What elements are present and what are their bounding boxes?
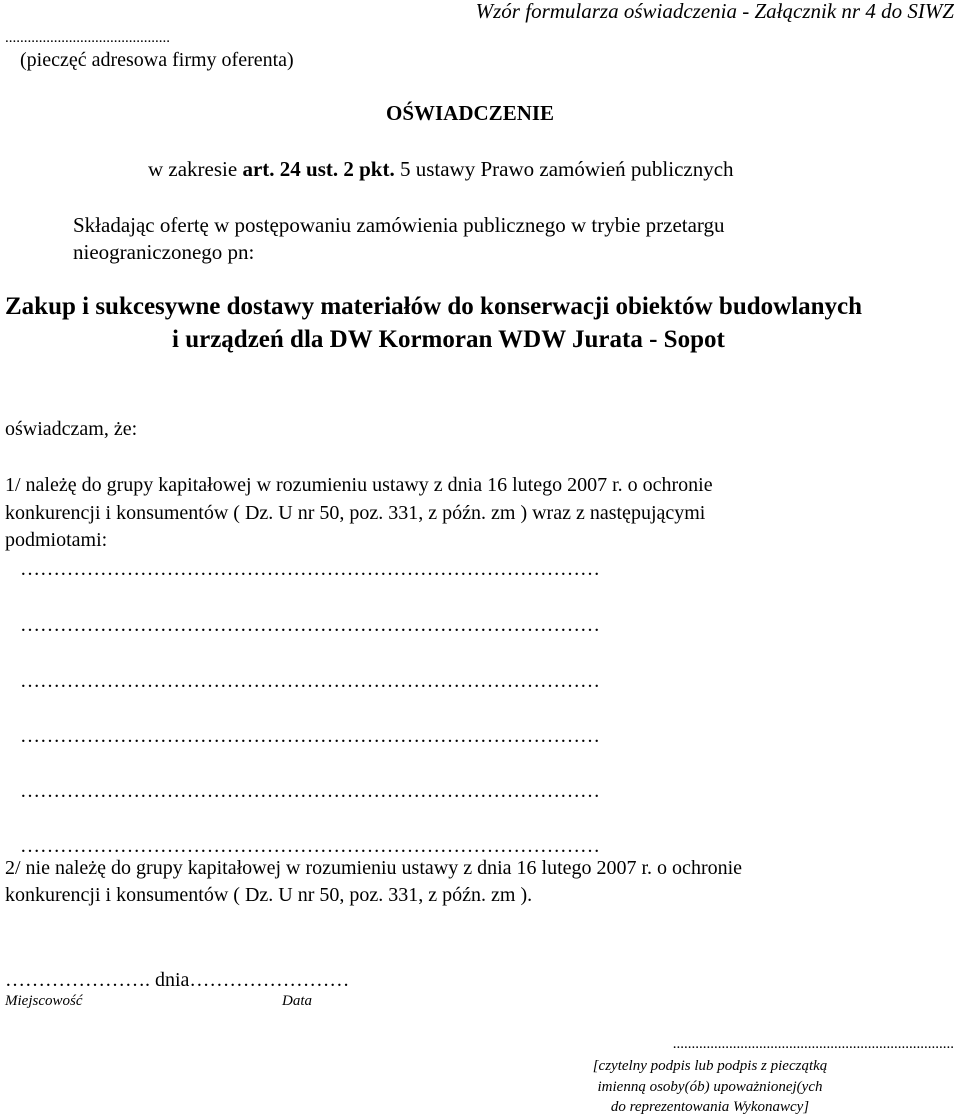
subtitle-suffix: 5 ustawy Prawo zamówień publicznych [394,157,734,181]
declare-text: oświadczam, że: [5,418,138,440]
fill-line[interactable]: …………………………………………………………………………… [20,670,600,692]
stamp-dots: ............................................ [5,30,170,46]
fill-line[interactable]: …………………………………………………………………………… [20,780,600,802]
subject-line-2: i urządzeń dla DW Kormoran WDW Jurata - Sopot [172,326,725,353]
signature-caption-3: do reprezentowania Wykonawcy] [610,1099,810,1115]
signature-caption-1: [czytelny podpis lub podpis z pieczątką [592,1058,828,1074]
option2-line-2: konkurencji i konsumentów ( Dz. U nr 50, poz. 331, z późn. zm ). [5,884,533,906]
date-label: Data [282,993,312,1009]
fill-line[interactable]: …………………………………………………………………………… [20,835,600,857]
subject-line-1: Zakup i sukcesywne dostawy materiałów do konserwacji obiektów budowlanych [5,293,863,320]
fill-line[interactable]: …………………………………………………………………………… [20,558,600,580]
subtitle-prefix: w zakresie [148,157,243,181]
fill-line[interactable]: …………………………………………………………………………… [20,614,600,636]
intro-line-1: Składając ofertę w postępowaniu zamówienia publicznego w trybie przetargu [73,213,725,237]
place-date-line[interactable]: …………………. dnia…………………… [5,969,350,991]
signature-caption-2: imienną osoby(ób) upoważnionej(ych [597,1079,823,1095]
stamp-caption: (pieczęć adresowa firmy oferenta) [20,49,294,71]
document-subtitle [148,157,734,182]
option1-line-2: konkurencji i konsumentów ( Dz. U nr 50, poz. 331, z późn. zm ) wraz z następującymi [5,502,706,524]
place-label: Miejscowość [5,993,83,1009]
subtitle-bold: art. 24 ust. 2 pkt. [242,157,395,181]
signature-dots[interactable]: ........................................................................... [672,1036,954,1052]
form-label: Wzór formularza oświadczenia - Załącznik nr 4 do SIWZ [475,0,954,23]
fill-line[interactable]: …………………………………………………………………………… [20,725,600,747]
document-title: OŚWIADCZENIE [386,101,555,125]
option1-line-1: 1/ należę do grupy kapitałowej w rozumieniu ustawy z dnia 16 lutego 2007 r. o ochronie [5,474,713,496]
option2-line-1: 2/ nie należę do grupy kapitałowej w rozumieniu ustawy z dnia 16 lutego 2007 r. o ochronie [5,857,743,879]
intro-line-2: nieograniczonego pn: [73,240,255,264]
option1-line-3: podmiotami: [5,529,108,551]
